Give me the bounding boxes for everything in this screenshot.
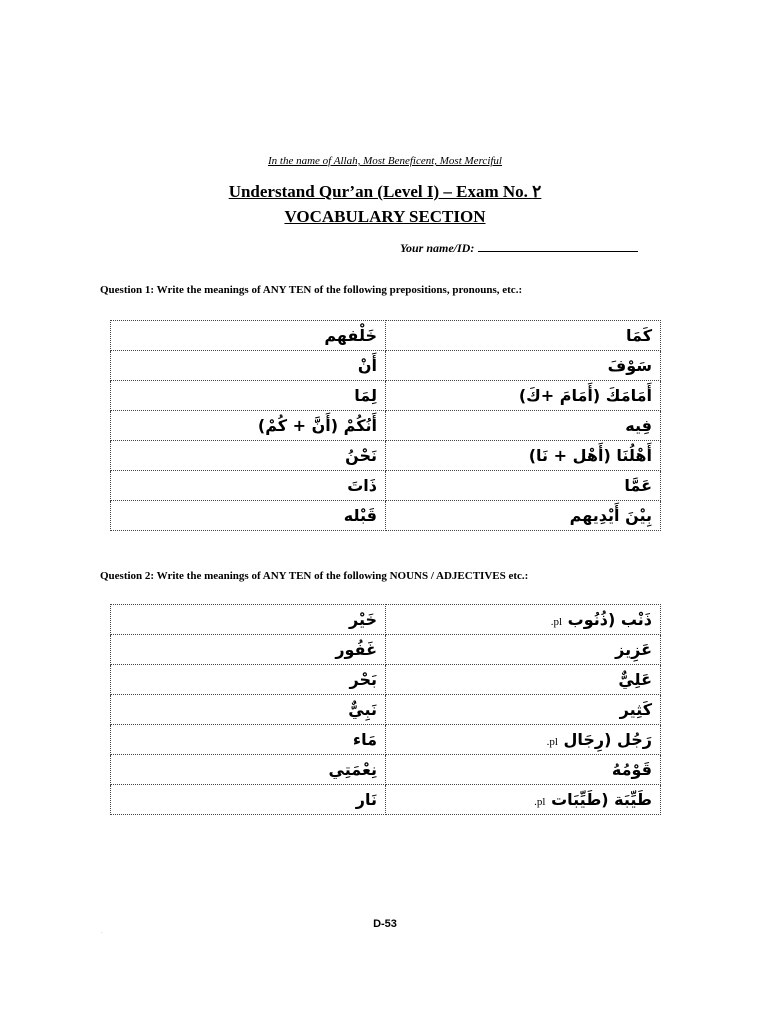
vocab-word-right (386, 411, 661, 441)
vocab-word-right (386, 501, 661, 531)
vocab-word-left: مَاء (111, 725, 386, 755)
vocab-word-left: لِمَا (111, 381, 386, 411)
vocab-word-right (386, 351, 661, 381)
section-title: VOCABULARY SECTION (284, 207, 486, 226)
vocab-word-text: عَلِيٌّ (618, 670, 652, 689)
vocab-word-text: كَثِير (619, 700, 652, 719)
vocab-word-left: خَيْر (111, 605, 386, 635)
vocab-word-right (386, 665, 661, 695)
vocab-word-left: قَبْله (111, 501, 386, 531)
vocab-word-right (386, 321, 661, 351)
vocab-word-left: أَنْ (111, 351, 386, 381)
vocab-word-left: نَحْنُ (111, 441, 386, 471)
name-id-field[interactable] (400, 240, 675, 256)
vocab-word-right (386, 755, 661, 785)
vocab-word-text: فِيه (625, 416, 652, 435)
vocab-row (111, 501, 661, 531)
vocab-word-right (386, 605, 661, 635)
vocab-word-left: أَنُكُمْ (أَنَّ + كُمْ) (111, 411, 386, 441)
vocab-word-text: سَوْفَ (607, 356, 652, 375)
vocab-row (111, 321, 661, 351)
vocab-row (111, 725, 661, 755)
plural-label: pl. (534, 796, 546, 808)
vocab-word-left: بَحْر (111, 665, 386, 695)
vocab-word-left: ذَاتَ (111, 471, 386, 501)
name-id-label: Your name/ID: (400, 241, 475, 255)
vocab-row (111, 471, 661, 501)
name-id-blank-line[interactable] (478, 240, 638, 252)
vocab-row (111, 635, 661, 665)
vocab-word-text: أَهْلُنَا (أَهْل + نَا) (528, 446, 652, 465)
vocab-word-right (386, 381, 661, 411)
vocab-word-left: نِعْمَتِي (111, 755, 386, 785)
vocab-row (111, 411, 661, 441)
page-number: D-53 (373, 918, 397, 930)
vocab-word-text: ذَنْب (ذُنُوب (567, 610, 652, 629)
vocab-row (111, 381, 661, 411)
question-2-table (110, 604, 661, 815)
vocab-row (111, 605, 661, 635)
vocab-row (111, 785, 661, 815)
vocab-row (111, 695, 661, 725)
plural-label: pl. (550, 616, 563, 628)
vocab-word-right (386, 725, 661, 755)
vocab-row (111, 665, 661, 695)
vocab-word-text: عَزِيز (615, 640, 652, 659)
bismillah-heading: In the name of Allah, Most Beneficent, Most Merciful (267, 155, 502, 167)
question-1-text: Question 1: Write the meanings of ANY TEN of the following prepositions, pronouns, etc.: (100, 284, 523, 296)
vocab-word-right (386, 635, 661, 665)
vocab-word-left: غَفُور (111, 635, 386, 665)
vocab-row (111, 441, 661, 471)
question-2-text: Question 2: Write the meanings of ANY TEN of the following NOUNS / ADJECTIVES etc.: (100, 570, 529, 582)
vocab-word-text: طَيِّبَة (طَيِّبَات (551, 790, 652, 809)
vocab-word-text: عَمَّا (624, 476, 652, 495)
vocab-word-right (386, 695, 661, 725)
vocab-word-right (386, 471, 661, 501)
vocab-row (111, 755, 661, 785)
vocab-word-left: نَبِيٌّ (111, 695, 386, 725)
plural-label: pl. (546, 736, 558, 748)
vocab-word-text: كَمَا (625, 326, 652, 345)
footer-mark: . (101, 929, 103, 935)
vocab-row (111, 351, 661, 381)
vocab-word-text: أَمَامَكَ (أَمَامَ +كَ) (518, 386, 652, 405)
vocab-word-left: خَلْفهم (111, 321, 386, 351)
vocab-word-text: بِيْنَ أَيْدِيهم (569, 506, 652, 525)
vocab-word-text: قَوْمُهُ (611, 760, 652, 779)
vocab-word-left: نَار (111, 785, 386, 815)
vocab-word-text: رَجُل (رِجَال (563, 730, 652, 749)
question-1-table (110, 320, 661, 531)
vocab-word-right (386, 785, 661, 815)
exam-title: Understand Qur’an (Level I) – Exam No. ٢ (228, 182, 542, 201)
vocab-word-right (386, 441, 661, 471)
